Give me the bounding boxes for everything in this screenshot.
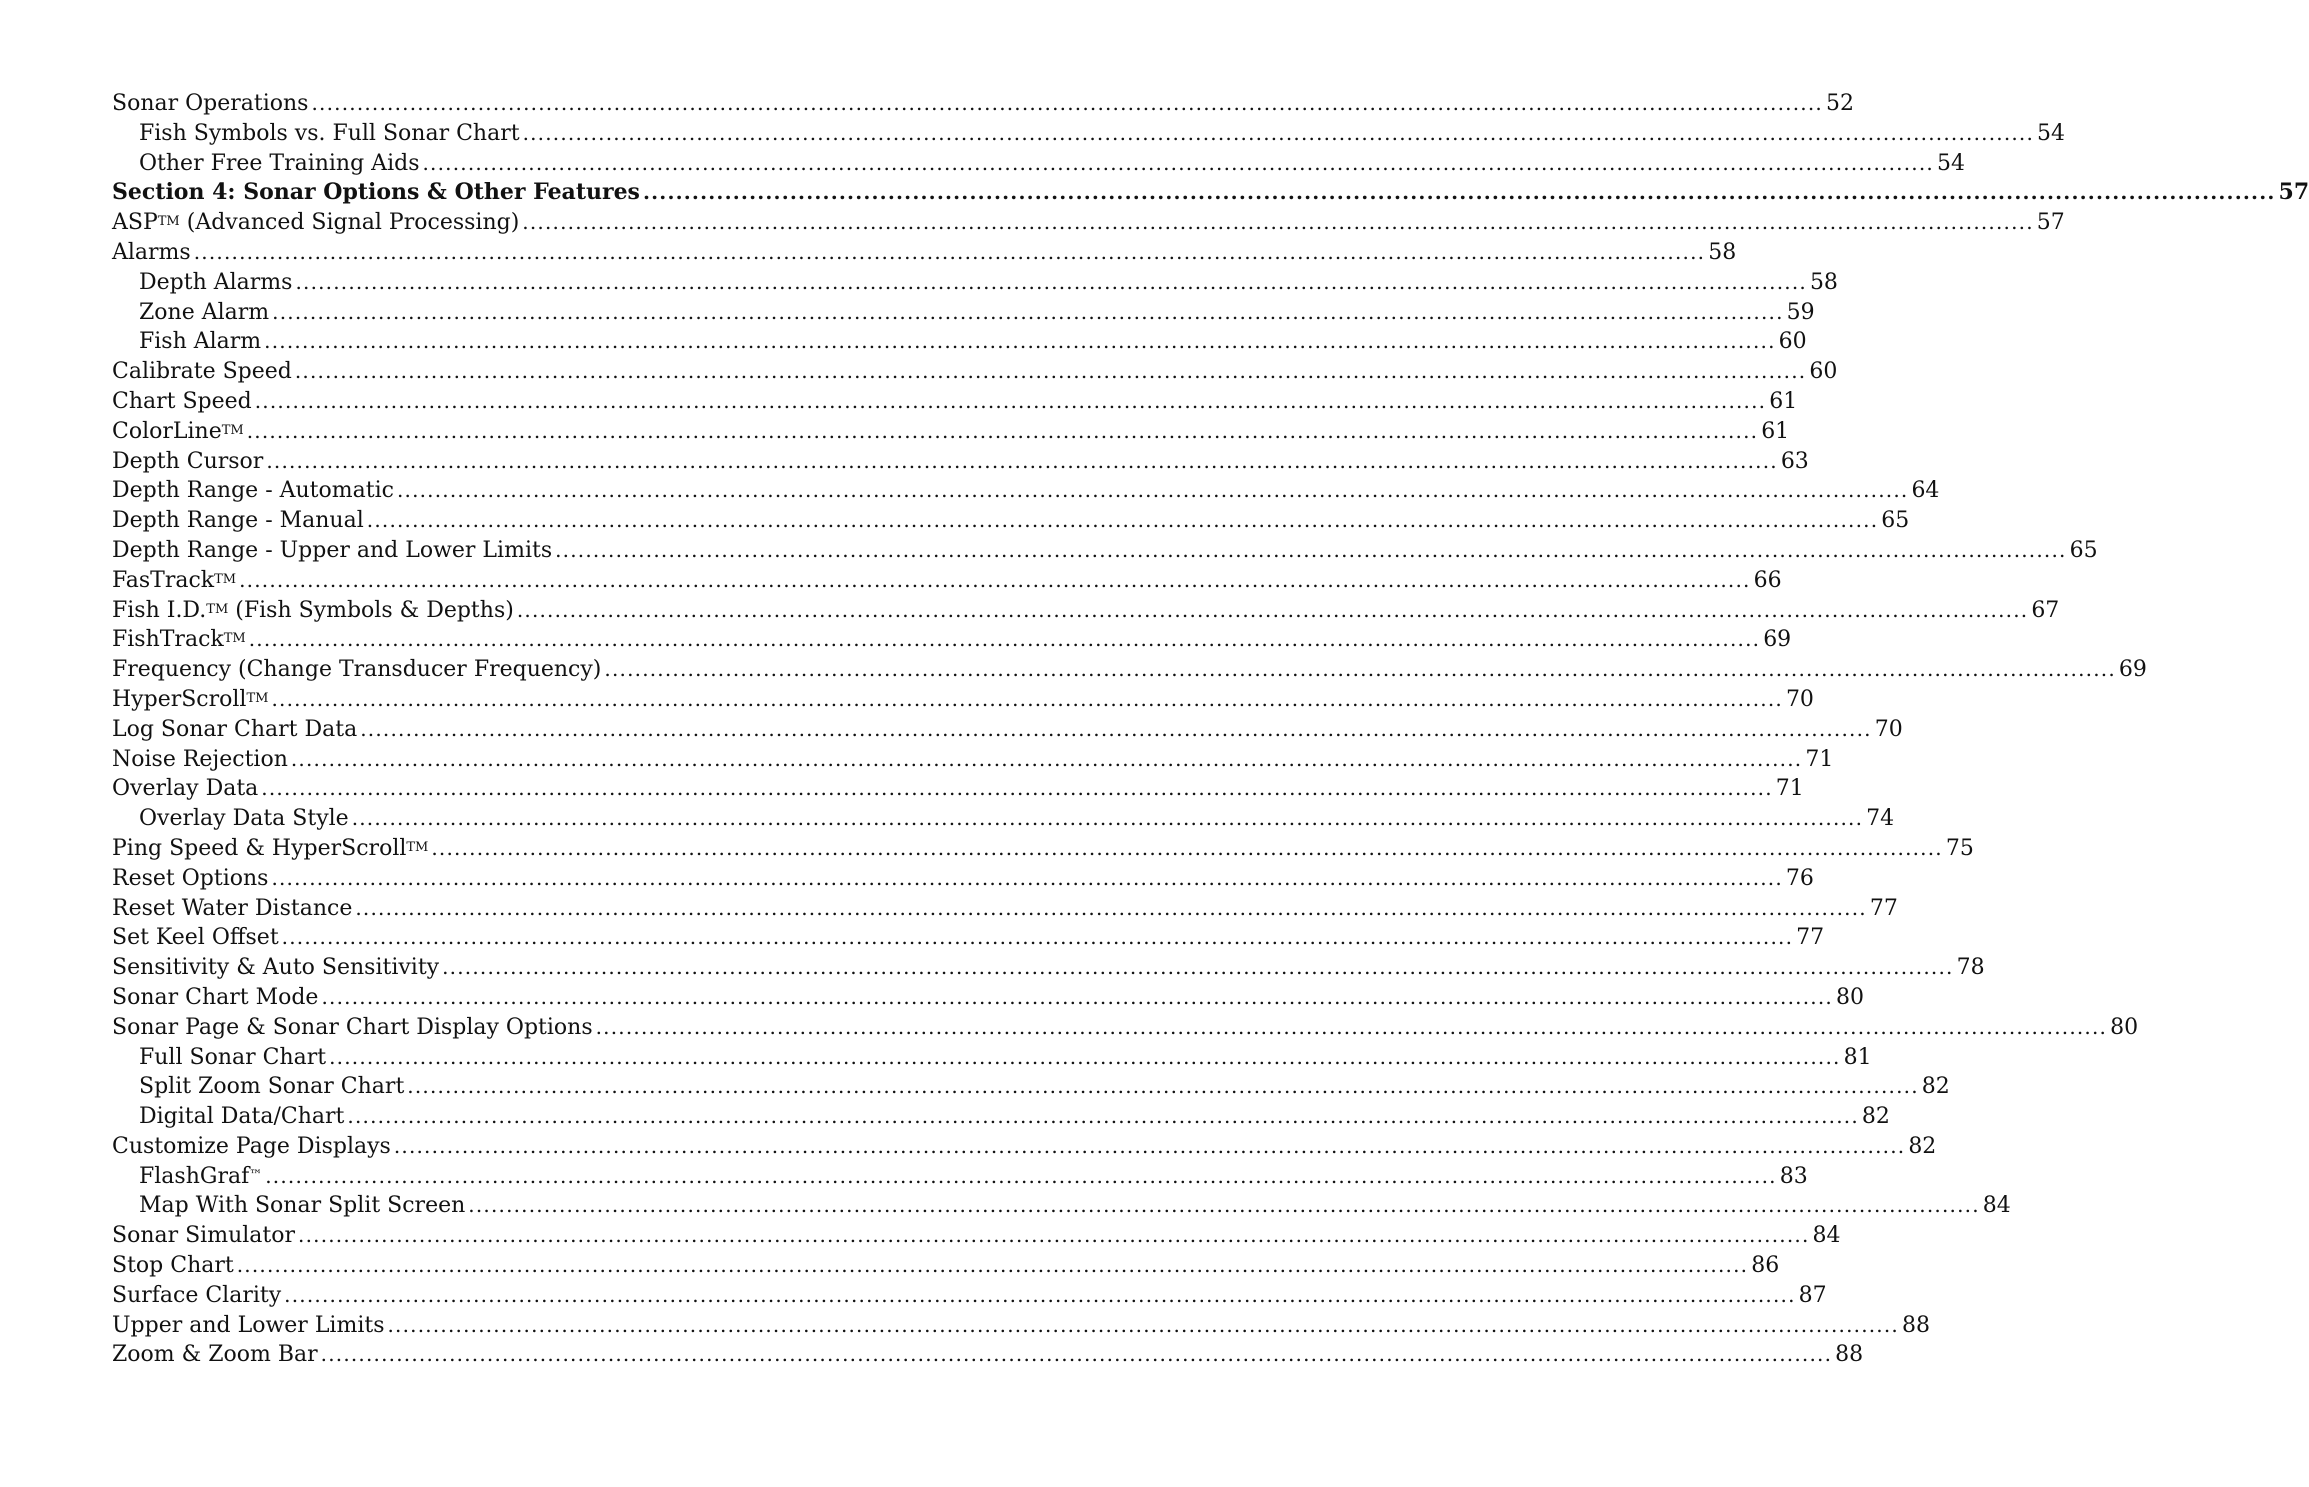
dot-leader: ........................................................................................................................................................................................................ [290,746,1803,771]
toc-entry-title [112,923,279,953]
toc-entry-title [112,447,263,477]
toc-entry [112,1013,2139,1043]
dot-leader: ........................................................................................................................................................................................................ [239,567,1751,592]
trademark-mark: TM [214,571,237,587]
toc-entry-title [112,1340,318,1370]
dot-leader: ........................................................................................................................................................................................................ [246,418,1759,443]
toc-entry-page-number: 81 [1843,1044,1872,1070]
toc-entry [112,208,2065,238]
toc-entry-title-text: Depth Range - Automatic [112,478,394,504]
toc-entry [112,715,1903,745]
trademark-mark: TM [406,839,429,855]
toc-entry-title-text: Reset Water Distance [112,895,353,921]
dot-leader: ........................................................................................................................................................................................................ [522,210,2034,235]
toc-entry-title-text: Calibrate Speed [112,359,292,385]
toc-entry-title [139,1191,465,1221]
toc-entry-title-text: Map With Sonar Split Screen [139,1193,466,1219]
toc-entry-title-text: Depth Cursor [112,448,264,474]
toc-entry [112,1162,1808,1192]
dot-leader: ........................................................................................................................................................................................................ [351,806,1864,831]
toc-entry-title [112,178,640,208]
dot-leader: ........................................................................................................................................................................................................ [311,91,1823,115]
toc-entry-title-suffix: (Fish Symbols & Depths) [228,597,514,623]
dot-leader: ........................................................................................................................................................................................................ [264,329,1776,354]
toc-entry-title-text: FishTrack [112,627,224,653]
toc-entry-page-number: 80 [2110,1014,2139,1040]
toc-entry [112,89,1854,119]
toc-entry-page-number: 63 [1780,448,1809,474]
toc-entry [112,119,2066,149]
toc-entry [112,834,1974,864]
toc-entry [112,506,1910,536]
dot-leader: ........................................................................................................................................................................................................ [396,478,1909,503]
toc-entry-page-number: 66 [1753,567,1782,593]
toc-entry-page-number: 70 [1874,716,1903,742]
toc-entry [112,327,1807,357]
toc-entry-title-text: FasTrack [112,567,215,593]
dot-leader: ........................................................................................................................................................................................................ [320,1342,1833,1367]
dot-leader: ........................................................................................................................................................................................................ [254,388,1767,413]
toc-entry-page-number: 52 [1825,91,1854,116]
toc-entry [112,417,1790,447]
toc-entry-title [112,566,236,596]
toc-entry-title-text: FlashGraf [139,1163,250,1189]
toc-entry-title-text: Full Sonar Chart [139,1044,327,1070]
toc-entry-title-text: Sonar Chart Mode [112,984,319,1010]
toc-entry-title [112,417,244,447]
dot-leader: ........................................................................................................................................................................................................ [271,686,1783,711]
toc-entry [112,596,2060,626]
toc-entry-title-text: Upper and Lower Limits [112,1312,385,1338]
dot-leader: ........................................................................................................................................................................................................ [366,508,1879,533]
toc-entry [112,536,2098,566]
toc-entry-title-text: Depth Range - Manual [112,508,364,534]
dot-leader: ........................................................................................................................................................................................................ [555,537,2067,562]
toc-entry-page-number: 65 [2069,537,2098,563]
toc-entry-title [112,745,288,775]
toc-entry [112,268,1838,298]
toc-entry-title [139,298,269,328]
dot-leader: ........................................................................................................................................................................................................ [393,1133,1906,1158]
toc-entry-page-number: 83 [1779,1163,1808,1189]
toc-entry-page-number: 67 [2031,597,2060,623]
toc-entry-page-number: 78 [1956,955,1985,981]
toc-entry-page-number: 82 [1908,1133,1937,1159]
dot-leader: ........................................................................................................................................................................................................ [281,925,1794,950]
toc-entry-title-text: ASP [112,210,158,236]
toc-entry-title [112,983,318,1013]
dot-leader: ........................................................................................................................................................................................................ [595,1014,2108,1039]
toc-entry [112,804,1895,834]
toc-entry-page-number: 75 [1945,835,1974,861]
toc-entry-page-number: 60 [1778,329,1807,355]
toc-entry [112,1340,1864,1370]
toc-entry-title-text: Stop Chart [112,1253,234,1279]
toc-entry-title-text: Alarms [112,239,191,265]
toc-entry-page-number: 77 [1796,925,1825,951]
toc-entry [112,1043,1872,1073]
toc-entry-title-text: Sensitivity & Auto Sensitivity [112,955,440,981]
dot-leader: ........................................................................................................................................................................................................ [284,1282,1796,1307]
toc-entry-page-number: 58 [1708,239,1737,265]
toc-entry-title-text: Customize Page Displays [112,1133,391,1159]
toc-entry-title-text: Set Keel Offset [112,925,279,951]
toc-entry-page-number: 86 [1751,1253,1780,1279]
trademark-mark: TM [221,422,244,438]
toc-entry-page-number: 64 [1911,478,1940,504]
toc-entry-title-text: Sonar Simulator [112,1223,296,1249]
dot-leader: ........................................................................................................................................................................................................ [193,239,1706,264]
toc-entry-page-number: 61 [1761,418,1790,444]
toc-entry-title [112,506,364,536]
toc-entry-title [112,953,439,983]
toc-entry [112,1132,1937,1162]
toc-entry-title [139,327,261,357]
dot-leader: ........................................................................................................................................................................................................ [261,776,1773,801]
toc-entry-title [112,834,428,864]
toc-entry-page-number: 70 [1785,686,1814,712]
dot-leader: ........................................................................................................................................................................................................ [407,1074,1919,1099]
toc-entry [112,357,1838,387]
toc-entry-title [112,625,246,655]
toc-entry-title [112,774,258,804]
toc-entry [112,894,1898,924]
dot-leader: ........................................................................................................................................................................................................ [265,1163,1777,1188]
toc-entry-page-number: 71 [1775,776,1804,802]
toc-entry-title [112,715,357,745]
toc-entry-title-text: HyperScroll [112,686,247,712]
toc-entry-title [112,387,252,417]
toc-entry-title [112,1013,593,1043]
toc-entry-title [112,1132,391,1162]
dot-leader: ........................................................................................................................................................................................................ [516,597,2029,622]
toc-entry-title [139,1162,262,1192]
toc-entry-page-number: 69 [2118,657,2147,683]
toc-entry-page-number: 71 [1805,746,1834,772]
toc-entry-title-text: Split Zoom Sonar Chart [139,1074,405,1100]
toc-entry [112,625,1792,655]
dot-leader: ........................................................................................................................................................................................................ [468,1193,1980,1218]
toc-entry-page-number: 84 [1982,1193,2011,1219]
dot-leader: ........................................................................................................................................................................................................ [522,120,2035,145]
dot-leader: ........................................................................................................................................................................................................ [387,1312,1899,1337]
toc-entry-page-number: 60 [1809,359,1838,385]
dot-leader: ........................................................................................................................................................................................................ [298,1223,1810,1248]
toc-entry-title [112,655,601,685]
dot-leader: ........................................................................................................................................................................................................ [271,865,1783,890]
toc-entry-title-text: Depth Alarms [139,269,293,295]
toc-entry-title-text: Sonar Page & Sonar Chart Display Options [112,1014,593,1040]
toc-entry [112,1311,1930,1341]
dot-leader: ........................................................................................................................................................................................................ [360,716,1872,741]
toc-entry [112,447,1809,477]
dot-leader: ........................................................................................................................................................................................................ [329,1044,1841,1069]
toc-entry-title [139,1102,344,1132]
trademark-mark: TM [157,214,180,230]
toc-entry-title-text: Ping Speed & HyperScroll [112,835,407,861]
toc-entry [112,655,2147,685]
toc-entry-page-number: 87 [1798,1282,1827,1308]
toc-entry [112,1072,1950,1102]
dot-leader: ........................................................................................................................................................................................................ [272,299,1784,324]
toc-entry-title [139,149,419,179]
table-of-contents [112,89,2309,1370]
dot-leader: ........................................................................................................................................................................................................ [295,269,1807,294]
toc-entry-title-text: ColorLine [112,418,222,444]
toc-entry-title-suffix: (Advanced Signal Processing) [179,210,520,236]
toc-entry-title [139,268,292,298]
toc-entry-title [112,1311,385,1341]
dot-leader: ........................................................................................................................................................................................................ [642,180,2276,205]
dot-leader: ........................................................................................................................................................................................................ [236,1253,1749,1278]
toc-entry-title-text: Section 4: Sonar Options & Other Features [112,179,640,206]
toc-entry-title [112,1251,234,1281]
toc-entry [112,149,1965,179]
dot-leader: ........................................................................................................................................................................................................ [321,984,1833,1009]
toc-entry [112,923,1825,953]
toc-entry-page-number: 58 [1809,269,1838,295]
toc-entry-title [112,894,352,924]
toc-entry-title-text: Fish Alarm [139,329,262,355]
toc-entry [112,387,1798,417]
toc-entry-title-text: Overlay Data Style [139,806,349,832]
toc-entry-title [112,536,552,566]
toc-entry-page-number: 82 [1861,1104,1890,1130]
toc-entry-page-number: 69 [1763,627,1792,653]
toc-entry-title-text: Reset Options [112,865,269,891]
toc-entry [112,1191,2011,1221]
toc-entry [112,864,1814,894]
toc-entry-title [139,1043,326,1073]
toc-entry-title [139,1072,404,1102]
toc-entry-title [112,476,394,506]
toc-entry [112,983,1864,1013]
toc-entry-page-number: 65 [1881,508,1910,534]
toc-entry-title [112,208,519,238]
toc-entry-page-number: 82 [1921,1074,1950,1100]
toc-entry [112,566,1782,596]
toc-entry-title-text: Chart Speed [112,388,252,414]
toc-entry-page-number: 74 [1866,806,1895,832]
toc-entry [112,685,1814,715]
toc-entry-title [112,357,292,387]
toc-entry-title-text: Digital Data/Chart [139,1104,345,1130]
toc-entry-title [112,89,308,119]
toc-entry-title-text: Surface Clarity [112,1282,282,1308]
toc-entry-page-number: 54 [1936,150,1965,176]
toc-entry-title [112,685,268,715]
toc-entry [112,745,1834,775]
toc-entry-title-text: Other Free Training Aids [139,150,420,176]
toc-entry-page-number: 88 [1835,1342,1864,1368]
toc-entry-title [112,864,268,894]
toc-entry [112,298,1815,328]
toc-entry-title [139,804,349,834]
toc-entry-title [139,119,520,149]
toc-entry-page-number: 54 [2037,120,2066,146]
toc-entry-title-text: Sonar Operations [112,91,309,116]
dot-leader: ........................................................................................................................................................................................................ [422,150,1934,175]
toc-entry-title-text: Log Sonar Chart Data [112,716,358,742]
dot-leader: ........................................................................................................................................................................................................ [431,835,1943,860]
toc-entry [112,238,1737,268]
toc-entry-page-number: 57 [2036,210,2065,236]
trademark-mark: TM [223,631,246,647]
toc-entry-title-text: Zone Alarm [139,299,270,325]
dot-leader: ........................................................................................................................................................................................................ [442,955,1954,980]
toc-entry-page-number: 57 [2278,179,2309,206]
toc-entry-title [112,1281,281,1311]
toc-entry-title-text: Fish I.D. [112,597,207,623]
toc-entry-page-number: 77 [1869,895,1898,921]
toc-entry [112,1281,1827,1311]
toc-entry [112,1251,1780,1281]
toc-entry [112,774,1804,804]
toc-entry-title-text: Frequency (Change Transducer Frequency) [112,657,602,683]
toc-entry-title-text: Noise Rejection [112,746,288,772]
dot-leader: ........................................................................................................................................................................................................ [347,1104,1859,1129]
toc-entry [112,476,1940,506]
dot-leader: ........................................................................................................................................................................................................ [266,448,1778,473]
dot-leader: ........................................................................................................................................................................................................ [294,359,1807,384]
toc-entry-title [112,238,191,268]
toc-entry-title-text: Overlay Data [112,776,259,802]
trademark-mark: TM [206,601,229,617]
toc-entry [112,1102,1890,1132]
dot-leader: ........................................................................................................................................................................................................ [604,657,2116,682]
toc-entry-title-text: Depth Range - Upper and Lower Limits [112,537,553,563]
toc-entry-page-number: 61 [1769,388,1798,414]
dot-leader: ........................................................................................................................................................................................................ [355,895,1867,920]
toc-entry [112,953,1985,983]
toc-entry-page-number: 88 [1901,1312,1930,1338]
trademark-mark: ™ [249,1167,263,1183]
toc-entry-page-number: 80 [1835,984,1864,1010]
toc-entry-page-number: 59 [1786,299,1815,325]
toc-entry-title-text: Zoom & Zoom Bar [112,1342,318,1368]
dot-leader: ........................................................................................................................................................................................................ [248,627,1761,652]
toc-entry-page-number: 84 [1812,1223,1841,1249]
toc-entry [112,178,2309,208]
toc-entry-title-text: Fish Symbols vs. Full Sonar Chart [139,120,520,146]
toc-entry-page-number: 76 [1785,865,1814,891]
toc-entry [112,1221,1841,1251]
toc-entry-title [112,596,514,626]
toc-entry-title [112,1221,295,1251]
trademark-mark: TM [246,690,269,706]
